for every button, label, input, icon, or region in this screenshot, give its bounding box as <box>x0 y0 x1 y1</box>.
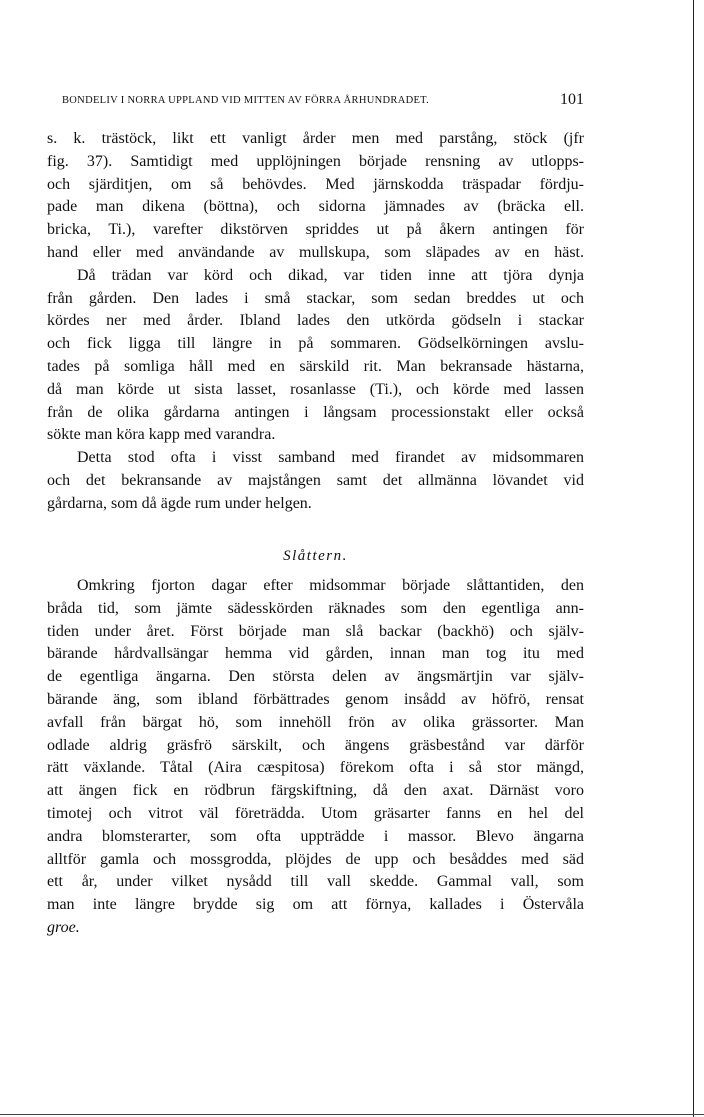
text-line: då man körde ut sista lasset, rosanlasse (Ti.), och körde med lassen <box>47 380 584 398</box>
body-text-top <box>47 128 584 516</box>
text-line: Då trädan var körd och dikad, var tiden inne att tjöra dynja <box>77 266 584 284</box>
text-line: hand eller med användande av mullskupa, som släpades av en häst. <box>47 243 584 261</box>
page-edge-right <box>693 0 694 1117</box>
text-line: alltför gamla och mossgrodda, plöjdes de upp och besåddes med säd <box>47 850 584 868</box>
text-line: avfall från bärgat hö, som innehöll frön av olika grässorter. Man <box>47 713 584 731</box>
paragraph <box>47 265 584 447</box>
text-line: gårdarna, som då ägde rum under helgen. <box>47 494 312 512</box>
text-line: bråda tid, som jämte sädesskörden räknades som den egentliga ann- <box>47 599 584 617</box>
text-line: odlade aldrig gräsfrö särskilt, och ängens gräsbestånd var därför <box>47 736 584 754</box>
text-line: och det bekransande av majstången samt det allmänna lövandet vid <box>47 471 584 489</box>
text-line: ett år, under vilket nysådd till vall skedde. Gammal vall, som <box>47 873 584 891</box>
text-line: kördes ner med årder. Ibland lades den utkörda gödseln i stackar <box>47 312 584 330</box>
page-edge-bottom <box>0 1114 704 1115</box>
paragraph <box>47 447 584 515</box>
text-line: tiden under året. Först började man slå backar (backhö) och själv- <box>47 622 584 640</box>
running-head-title: BONDELIV I NORRA UPPLAND VID MITTEN AV FÖRRA ÅRHUNDRADET. <box>62 95 430 106</box>
text-line: bärande hårdvallsängar hemma vid gården, innan man tog itu med <box>47 645 584 663</box>
paragraph <box>47 128 584 265</box>
text-line: tades på somliga håll med en särskild rit. Man bekransade hästarna, <box>47 357 584 375</box>
section-heading: Slåttern. <box>283 548 348 564</box>
text-line: från de olika gårdarna antingen i långsam processionstakt eller också <box>47 403 584 421</box>
body-text-bottom <box>47 575 584 940</box>
text-line: från gården. Den lades i små stackar, som sedan breddes ut och <box>47 289 584 307</box>
text-line: bärande äng, som ibland förbättrades genom insådd av höfrö, rensat <box>47 690 584 708</box>
text-line: Omkring fjorton dagar efter midsommar började slåttantiden, den <box>77 577 584 594</box>
text-line: sökte man köra kapp med varandra. <box>47 426 276 444</box>
text-line: bricka, Ti.), varefter dikstörven spriddes ut på åkern antingen för <box>47 221 584 239</box>
text-line: man inte längre brydde sig om att förnya, kallades i Östervåla <box>47 896 584 914</box>
paragraph <box>47 575 584 940</box>
text-line: och fick ligga till längre in på sommaren. Gödselkörningen avslu- <box>47 335 584 353</box>
text-line: s. k. trästöck, likt ett vanligt årder men med parstång, stöck (jfr <box>47 130 584 147</box>
text-line: groe. <box>47 918 80 936</box>
text-line: pade man dikena (böttna), och sidorna jämnades av (bräcka ell. <box>47 198 584 216</box>
text-line: de egentliga ängarna. Den största delen av ängsmärtjin var själv- <box>47 668 584 686</box>
text-line: Detta stod ofta i visst samband med firandet av midsommaren <box>77 449 584 467</box>
text-line: andra blomsterarter, som ofta uppträdde i massor. Blevo ängarna <box>47 827 584 845</box>
text-line: rätt växlande. Tåtal (Aira cæspitosa) förekom ofta i så stor mängd, <box>47 759 584 777</box>
text-line: timotej och vitrot väl företrädda. Utom gräsarter fanns en hel del <box>47 804 584 822</box>
page-number: 101 <box>560 91 584 108</box>
text-line: att ängen fick en rödbrun färgskiftning, då den axat. Därnäst voro <box>47 782 584 800</box>
text-line: fig. 37). Samtidigt med upplöjningen började rensning av utlopps- <box>47 152 584 170</box>
running-head <box>62 92 584 112</box>
text-line: och sjärditjen, om så behövdes. Med järnskodda träspadar fördju- <box>47 175 584 193</box>
